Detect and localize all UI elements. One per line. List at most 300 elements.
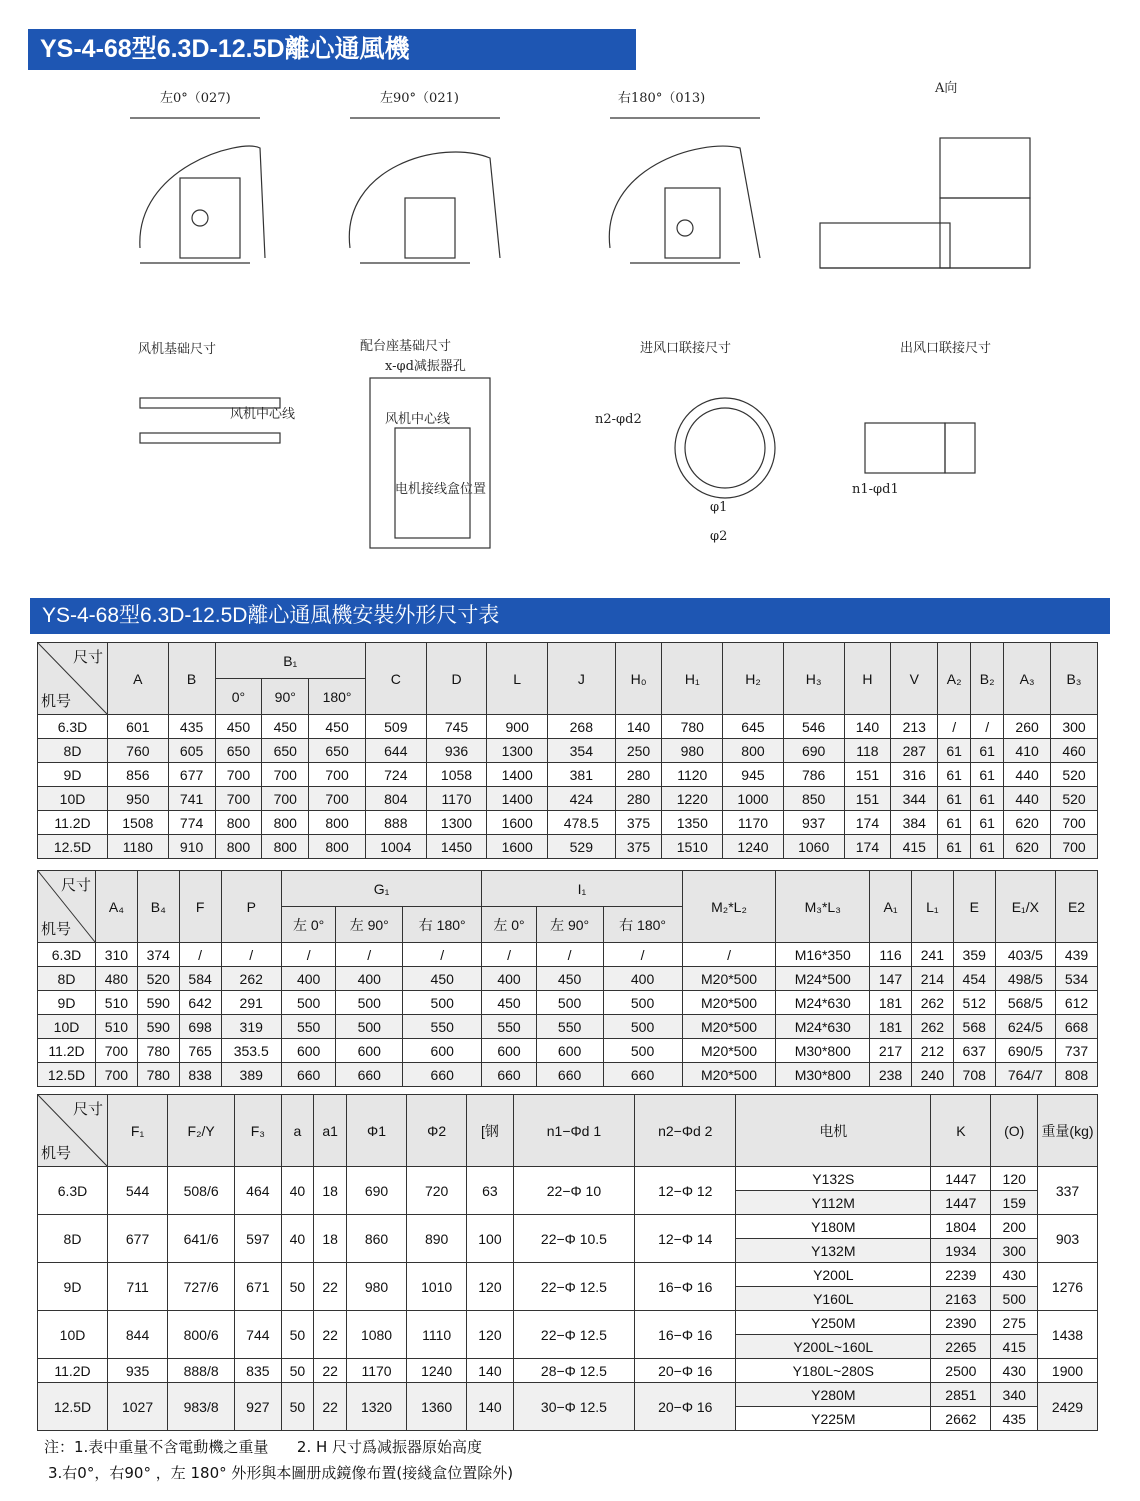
corner-bottom-label: 机号	[41, 921, 72, 938]
table-cell: 174	[844, 811, 891, 835]
table-cell: 890	[407, 1215, 467, 1263]
table-cell: 500	[403, 991, 482, 1015]
table-cell: 698	[179, 1015, 221, 1039]
table-cell: 140	[844, 715, 891, 739]
table-cell: 63	[467, 1167, 513, 1215]
row-model: 10D	[38, 1015, 96, 1039]
table-cell: 61	[938, 739, 971, 763]
table-cell: 808	[1056, 1063, 1098, 1087]
table-cell: 217	[870, 1039, 912, 1063]
table-cell: 600	[482, 1039, 536, 1063]
table-cell: 403/5	[995, 943, 1055, 967]
header-a1: a1	[314, 1095, 347, 1167]
motor-o: 275	[991, 1311, 1038, 1335]
header-n1: n1−Φd 1	[513, 1095, 635, 1167]
table-cell: 454	[953, 967, 995, 991]
table-cell: 61	[971, 787, 1004, 811]
table-cell: 61	[938, 787, 971, 811]
table-row	[38, 991, 1098, 1015]
header-a: a	[281, 1095, 314, 1167]
table-cell: 509	[365, 715, 426, 739]
dimension-table-3	[37, 1094, 1098, 1431]
table-cell: 950	[108, 787, 169, 811]
table-cell: 262	[221, 967, 281, 991]
table-cell: 28−Φ 12.5	[513, 1359, 635, 1383]
table-cell: 641/6	[168, 1215, 235, 1263]
table-cell: 100	[467, 1215, 513, 1263]
motor-k: 2239	[931, 1263, 991, 1287]
table-cell: 151	[844, 763, 891, 787]
table-cell: 22	[314, 1359, 347, 1383]
table-cell: 700	[262, 763, 309, 787]
table-cell: 480	[96, 967, 138, 991]
table-cell: 650	[215, 739, 262, 763]
table-cell: 737	[1056, 1039, 1098, 1063]
header-i1: I₁	[482, 871, 682, 907]
table-cell: /	[603, 943, 682, 967]
table-cell: 856	[108, 763, 169, 787]
table-cell: 774	[168, 811, 215, 835]
table-cell: 375	[615, 811, 662, 835]
motor-model: Y180L~280S	[736, 1359, 931, 1383]
table-cell: 544	[108, 1167, 168, 1215]
table-cell: 745	[426, 715, 487, 739]
table-cell: 1240	[407, 1359, 467, 1383]
corner-top-label: 尺寸	[60, 877, 91, 894]
table2-body	[38, 943, 1098, 1087]
table-cell: 1508	[108, 811, 169, 835]
table-cell: 353.5	[221, 1039, 281, 1063]
table-cell: 741	[168, 787, 215, 811]
table-cell: 1058	[426, 763, 487, 787]
table-cell: M20*500	[682, 991, 776, 1015]
table-cell: 1510	[662, 835, 723, 859]
table-cell: 61	[938, 835, 971, 859]
header-e2: E2	[1056, 871, 1098, 943]
table-cell: 500	[603, 1039, 682, 1063]
table-cell: 450	[309, 715, 366, 739]
table-cell: 671	[235, 1263, 281, 1311]
table-cell: 520	[137, 967, 179, 991]
table-cell: 1170	[723, 811, 784, 835]
table-cell: 1600	[487, 811, 548, 835]
motor-k: 1934	[931, 1239, 991, 1263]
row-model: 11.2D	[38, 811, 108, 835]
table-cell: 650	[309, 739, 366, 763]
table-cell: 375	[615, 835, 662, 859]
table-cell: 61	[971, 763, 1004, 787]
table-row	[38, 943, 1098, 967]
table-cell: 546	[783, 715, 844, 739]
table-cell: 22−Φ 12.5	[513, 1263, 635, 1311]
row-model: 11.2D	[38, 1039, 96, 1063]
header-f2y: F₂/Y	[168, 1095, 235, 1167]
table-cell: 415	[891, 835, 938, 859]
label-n1: n1-φd1	[852, 482, 899, 497]
table-cell: /	[482, 943, 536, 967]
table-cell: M24*630	[776, 991, 870, 1015]
table-cell: 568	[953, 1015, 995, 1039]
table-cell: 212	[911, 1039, 953, 1063]
table-cell: 597	[235, 1215, 281, 1263]
motor-model: Y132S	[736, 1167, 931, 1191]
header-h: H	[844, 643, 891, 715]
row-model: 6.3D	[38, 943, 96, 967]
table-cell: 700	[96, 1039, 138, 1063]
table-cell: 20−Φ 16	[635, 1383, 736, 1431]
table-row	[38, 1263, 1098, 1287]
header-h1: H₁	[662, 643, 723, 715]
table-cell: 660	[482, 1063, 536, 1087]
corner-top-label: 尺寸	[72, 649, 103, 666]
table-cell: 708	[953, 1063, 995, 1087]
weight-cell: 2429	[1038, 1383, 1098, 1431]
motor-o: 430	[991, 1263, 1038, 1287]
table-cell: 40	[281, 1215, 314, 1263]
row-model: 10D	[38, 787, 108, 811]
header-channel: [钢	[467, 1095, 513, 1167]
motor-k: 2265	[931, 1335, 991, 1359]
table-cell: 389	[221, 1063, 281, 1087]
table-cell: 860	[346, 1215, 406, 1263]
table-cell: 1400	[487, 763, 548, 787]
table-cell: 800	[309, 811, 366, 835]
header-g1-l90: 左 90°	[336, 907, 403, 943]
table-cell: 440	[1004, 763, 1051, 787]
motor-o: 300	[991, 1239, 1038, 1263]
table-cell: 645	[723, 715, 784, 739]
header-h0: H₀	[615, 643, 662, 715]
table-cell: 50	[281, 1383, 314, 1431]
table-cell: 800	[215, 835, 262, 859]
table-row	[38, 715, 1098, 739]
table-cell: 700	[215, 787, 262, 811]
table-cell: 300	[1051, 715, 1098, 739]
table-cell: 590	[137, 1015, 179, 1039]
weight-cell: 1900	[1038, 1359, 1098, 1383]
motor-model: Y180M	[736, 1215, 931, 1239]
corner-cell-3	[38, 1095, 108, 1167]
table-cell: 1170	[346, 1359, 406, 1383]
motor-o: 340	[991, 1383, 1038, 1407]
table-row	[38, 763, 1098, 787]
table-row	[38, 1063, 1098, 1087]
caption-base: 配台座基础尺寸	[360, 339, 452, 354]
motor-k: 2390	[931, 1311, 991, 1335]
notes	[44, 1434, 513, 1486]
table-cell: 677	[168, 763, 215, 787]
header-b1-0: 0°	[215, 679, 262, 715]
table-cell: 677	[108, 1215, 168, 1263]
table-row	[38, 811, 1098, 835]
table-cell: 668	[1056, 1015, 1098, 1039]
table-cell: 780	[137, 1039, 179, 1063]
table-cell: 508/6	[168, 1167, 235, 1215]
table-cell: 450	[536, 967, 603, 991]
caption-inlet: 进风口联接尺寸	[640, 341, 732, 356]
corner-bottom-label: 机号	[41, 693, 72, 710]
table-row	[38, 1359, 1098, 1383]
table-cell: 16−Φ 16	[635, 1263, 736, 1311]
section-title: YS-4-68型6.3D-12.5D離心通風機安裝外形尺寸表	[30, 598, 1110, 634]
row-model: 12.5D	[38, 835, 108, 859]
motor-o: 120	[991, 1167, 1038, 1191]
table-cell: /	[281, 943, 335, 967]
table-cell: M20*500	[682, 1015, 776, 1039]
header-v: V	[891, 643, 938, 715]
table-cell: 344	[891, 787, 938, 811]
table-cell: 529	[548, 835, 616, 859]
table-row	[38, 1215, 1098, 1239]
table-cell: 983/8	[168, 1383, 235, 1431]
header-e1x: E₁/X	[995, 871, 1055, 943]
motor-model: Y225M	[736, 1407, 931, 1431]
table1-body	[38, 715, 1098, 859]
label-n2: n2-φd2	[595, 412, 642, 427]
table-cell: 61	[971, 739, 1004, 763]
table-cell: 1220	[662, 787, 723, 811]
header-h3: H₃	[783, 643, 844, 715]
row-model: 8D	[38, 967, 96, 991]
weight-cell: 1276	[1038, 1263, 1098, 1311]
header-e: E	[953, 871, 995, 943]
motor-k: 1447	[931, 1167, 991, 1191]
table-cell: 498/5	[995, 967, 1055, 991]
table-cell: 50	[281, 1263, 314, 1311]
table-cell: 888/8	[168, 1359, 235, 1383]
table-cell: 400	[336, 967, 403, 991]
table-cell: 500	[336, 1015, 403, 1039]
header-g1-r180: 右 180°	[403, 907, 482, 943]
table-cell: /	[536, 943, 603, 967]
label-phi2: φ2	[710, 529, 728, 544]
table-cell: 744	[235, 1311, 281, 1359]
header-l1: L₁	[911, 871, 953, 943]
table-cell: 700	[309, 763, 366, 787]
table-cell: 804	[365, 787, 426, 811]
corner-cell	[38, 643, 108, 715]
header-f1: F₁	[108, 1095, 168, 1167]
row-model: 6.3D	[38, 715, 108, 739]
row-model: 8D	[38, 739, 108, 763]
table-cell: 888	[365, 811, 426, 835]
table-cell: 660	[536, 1063, 603, 1087]
table-cell: 120	[467, 1311, 513, 1359]
table-cell: 600	[403, 1039, 482, 1063]
table-cell: 262	[911, 991, 953, 1015]
table-cell: 147	[870, 967, 912, 991]
table-cell: 500	[281, 991, 335, 1015]
header-n2: n2−Φd 2	[635, 1095, 736, 1167]
table-cell: 1060	[783, 835, 844, 859]
table-cell: 620	[1004, 811, 1051, 835]
table-cell: 800	[723, 739, 784, 763]
table-cell: 268	[548, 715, 616, 739]
table-cell: 1027	[108, 1383, 168, 1431]
table-cell: 786	[783, 763, 844, 787]
table-cell: /	[938, 715, 971, 739]
table-cell: 22−Φ 10.5	[513, 1215, 635, 1263]
table-cell: M24*500	[776, 967, 870, 991]
table-cell: 30−Φ 12.5	[513, 1383, 635, 1431]
table-cell: 181	[870, 991, 912, 1015]
table-cell: 18	[314, 1167, 347, 1215]
table-row	[38, 1311, 1098, 1335]
row-model: 9D	[38, 763, 108, 787]
drawing-svg	[40, 78, 1110, 590]
table-cell: 780	[662, 715, 723, 739]
header-b1: B₁	[215, 643, 365, 679]
header-b2: B₂	[971, 643, 1004, 715]
table-cell: 1600	[487, 835, 548, 859]
corner-top-label: 尺寸	[72, 1101, 103, 1118]
table-cell: 354	[548, 739, 616, 763]
table-cell: 116	[870, 943, 912, 967]
table-cell: 690/5	[995, 1039, 1055, 1063]
table-cell: 400	[281, 967, 335, 991]
table-cell: 700	[309, 787, 366, 811]
table-cell: 1120	[662, 763, 723, 787]
table-cell: 1004	[365, 835, 426, 859]
row-model: 6.3D	[38, 1167, 108, 1215]
table-cell: 260	[1004, 715, 1051, 739]
table-cell: 724	[365, 763, 426, 787]
table-cell: 800	[309, 835, 366, 859]
table-cell: /	[336, 943, 403, 967]
table-cell: M20*500	[682, 1063, 776, 1087]
motor-model: Y200L	[736, 1263, 931, 1287]
table-cell: 12−Φ 12	[635, 1167, 736, 1215]
table-cell: /	[221, 943, 281, 967]
table-cell: 61	[938, 811, 971, 835]
table-cell: 520	[1051, 763, 1098, 787]
table-cell: 800/6	[168, 1311, 235, 1359]
table-cell: 287	[891, 739, 938, 763]
table-cell: 612	[1056, 991, 1098, 1015]
table-cell: 61	[938, 763, 971, 787]
table-cell: 1170	[426, 787, 487, 811]
table-cell: 660	[603, 1063, 682, 1087]
table-cell: 359	[953, 943, 995, 967]
table-cell: 760	[108, 739, 169, 763]
table-cell: 700	[96, 1063, 138, 1087]
table-cell: M30*800	[776, 1039, 870, 1063]
table-cell: M20*500	[682, 967, 776, 991]
motor-model: Y132M	[736, 1239, 931, 1263]
table-cell: 181	[870, 1015, 912, 1039]
corner-bottom-label: 机号	[41, 1145, 72, 1162]
table-cell: 319	[221, 1015, 281, 1039]
table-cell: 520	[1051, 787, 1098, 811]
table-cell: /	[682, 943, 776, 967]
motor-k: 2163	[931, 1287, 991, 1311]
table-cell: /	[403, 943, 482, 967]
table-cell: 241	[911, 943, 953, 967]
header-i1-r180: 右 180°	[603, 907, 682, 943]
label-mount-holes: x-φd减振器孔	[385, 359, 466, 374]
header-o: (O)	[991, 1095, 1038, 1167]
table-cell: 1240	[723, 835, 784, 859]
header-m2l2: M₂*L₂	[682, 871, 776, 943]
table-cell: 690	[783, 739, 844, 763]
motor-k: 2851	[931, 1383, 991, 1407]
header-motor: 电机	[736, 1095, 931, 1167]
header-a3: A₃	[1004, 643, 1051, 715]
table-cell: 50	[281, 1359, 314, 1383]
header-g1-l0: 左 0°	[281, 907, 335, 943]
header-m3l3: M₃*L₃	[776, 871, 870, 943]
weight-cell: 1438	[1038, 1311, 1098, 1359]
table-cell: 850	[783, 787, 844, 811]
table-cell: M16*350	[776, 943, 870, 967]
row-model: 10D	[38, 1311, 108, 1359]
table-cell: 450	[215, 715, 262, 739]
dimension-table-1	[37, 642, 1098, 859]
table-cell: 20−Φ 16	[635, 1359, 736, 1383]
header-a4: A₄	[96, 871, 138, 943]
table-cell: 1110	[407, 1311, 467, 1359]
label-fan-center-2: 风机中心线	[385, 412, 451, 427]
table-cell: 1000	[723, 787, 784, 811]
motor-o: 430	[991, 1359, 1038, 1383]
table-cell: 800	[262, 811, 309, 835]
table-cell: 937	[783, 811, 844, 835]
table-cell: 1180	[108, 835, 169, 859]
table-cell: 660	[403, 1063, 482, 1087]
table-cell: 500	[536, 991, 603, 1015]
weight-cell: 337	[1038, 1167, 1098, 1215]
table-cell: 644	[365, 739, 426, 763]
table-cell: 660	[336, 1063, 403, 1087]
table-cell: 1080	[346, 1311, 406, 1359]
view4-title: A向	[935, 81, 958, 96]
table-cell: 700	[1051, 835, 1098, 859]
table-cell: 800	[262, 835, 309, 859]
table-cell: 660	[281, 1063, 335, 1087]
page-title: YS-4-68型6.3D-12.5D離心通風機	[28, 29, 636, 70]
table-cell: 120	[467, 1263, 513, 1311]
header-l: L	[487, 643, 548, 715]
row-model: 8D	[38, 1215, 108, 1263]
motor-k: 1447	[931, 1191, 991, 1215]
table-cell: 600	[281, 1039, 335, 1063]
row-model: 9D	[38, 1263, 108, 1311]
header-j: J	[548, 643, 616, 715]
label-phi1: φ1	[710, 500, 728, 515]
row-model: 11.2D	[38, 1359, 108, 1383]
table-cell: 936	[426, 739, 487, 763]
table-cell: 500	[336, 991, 403, 1015]
table3-body	[38, 1167, 1098, 1431]
table-cell: 61	[971, 811, 1004, 835]
table-cell: 650	[262, 739, 309, 763]
header-weight: 重量(kg)	[1038, 1095, 1098, 1167]
table-cell: 512	[953, 991, 995, 1015]
table-cell: 118	[844, 739, 891, 763]
table-cell: 151	[844, 787, 891, 811]
row-model: 12.5D	[38, 1383, 108, 1431]
header-f: F	[179, 871, 221, 943]
header-g1: G₁	[281, 871, 481, 907]
table-cell: 980	[346, 1263, 406, 1311]
header-a2: A₂	[938, 643, 971, 715]
table-cell: M24*630	[776, 1015, 870, 1039]
table-cell: 980	[662, 739, 723, 763]
view2-title: 左90°（021)	[380, 91, 459, 106]
table-cell: 262	[911, 1015, 953, 1039]
table-cell: 214	[911, 967, 953, 991]
table-cell: 400	[482, 967, 536, 991]
